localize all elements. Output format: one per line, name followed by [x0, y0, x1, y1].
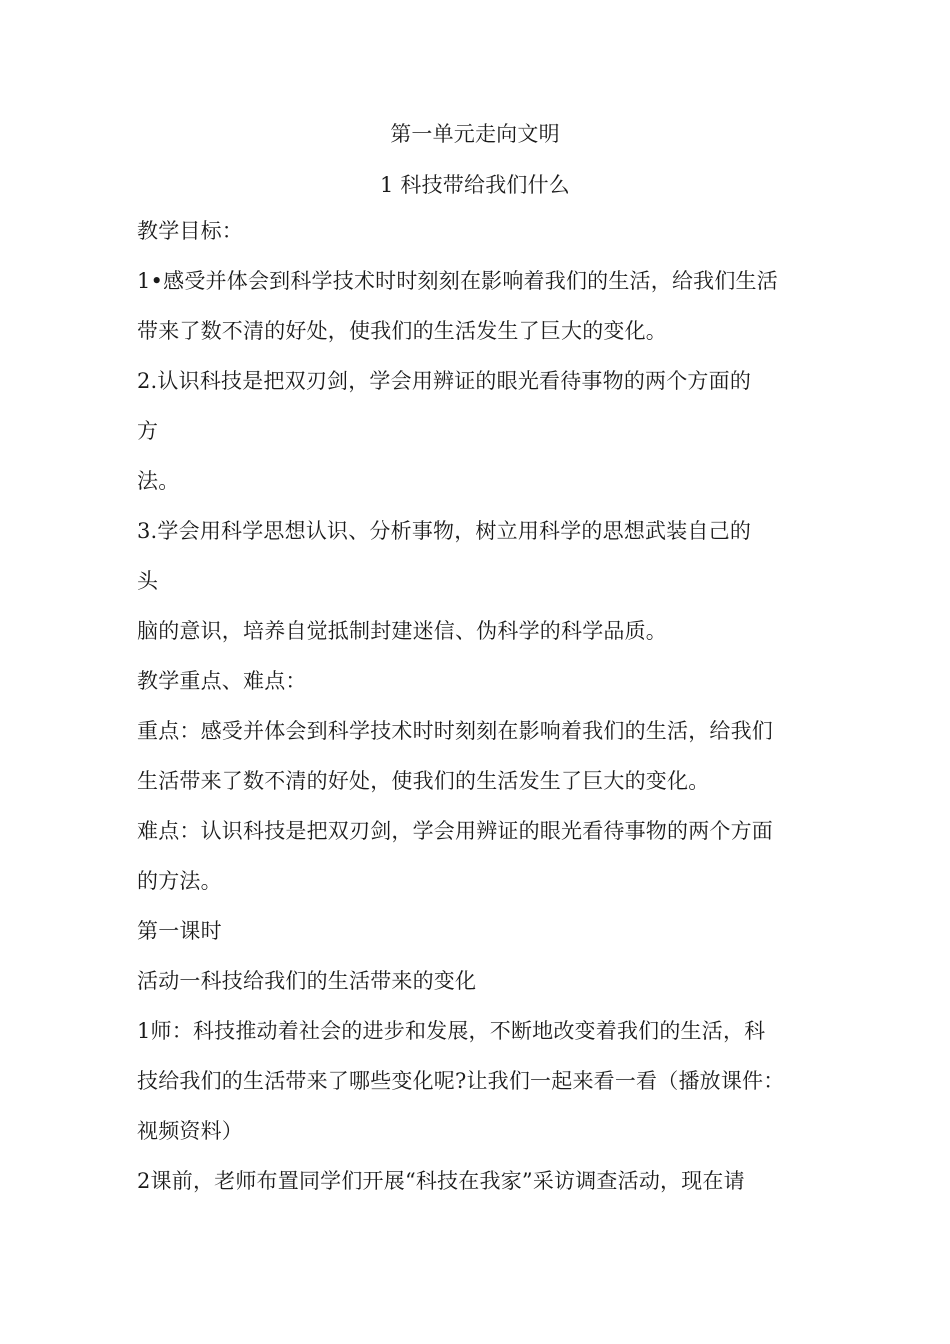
text-line: 1•感受并体会到科学技术时时刻刻在影响着我们的生活，给我们生活 — [137, 269, 778, 293]
unit-title: 第一单元走向文明 — [390, 122, 560, 146]
text-line: 法。 — [137, 469, 180, 493]
text-line: 2课前，老师布置同学们开展“科技在我家”采访调查活动，现在请 — [137, 1169, 745, 1193]
text-line: 难点：认识科技是把双刃剑，学会用辨证的眼光看待事物的两个方面 — [137, 819, 773, 843]
text-line: 技给我们的生活带来了哪些变化呢?让我们一起来看一看（播放课件： — [137, 1069, 785, 1093]
text-line: 3.学会用科学思想认识、分析事物，树立用科学的思想武装自己的 — [137, 519, 752, 543]
lesson-title: 1 科技带给我们什么 — [379, 173, 571, 197]
section-heading-key-points: 教学重点、难点： — [137, 669, 307, 693]
text-line: 重点：感受并体会到科学技术时时刻刻在影响着我们的生活，给我们 — [137, 719, 773, 743]
section-heading-first-lesson: 第一课时 — [137, 919, 222, 943]
section-heading-activity-one: 活动一科技给我们的生活带来的变化 — [137, 969, 477, 993]
section-heading-objectives: 教学目标： — [137, 219, 243, 243]
text-line: 头 — [137, 569, 159, 593]
text-line: 带来了数不清的好处，使我们的生活发生了巨大的变化。 — [137, 319, 667, 343]
text-line: 2.认识科技是把双刃剑，学会用辨证的眼光看待事物的两个方面的 — [137, 369, 752, 393]
text-line: 的方法。 — [137, 869, 222, 893]
text-line: 1师：科技推动着社会的进步和发展，不断地改变着我们的生活，科 — [137, 1019, 766, 1043]
text-line: 生活带来了数不清的好处，使我们的生活发生了巨大的变化。 — [137, 769, 710, 793]
text-line: 视频资料） — [137, 1119, 243, 1143]
text-line: 方 — [137, 419, 159, 443]
text-line: 脑的意识，培养自觉抵制封建迷信、伪科学的科学品质。 — [137, 619, 667, 643]
